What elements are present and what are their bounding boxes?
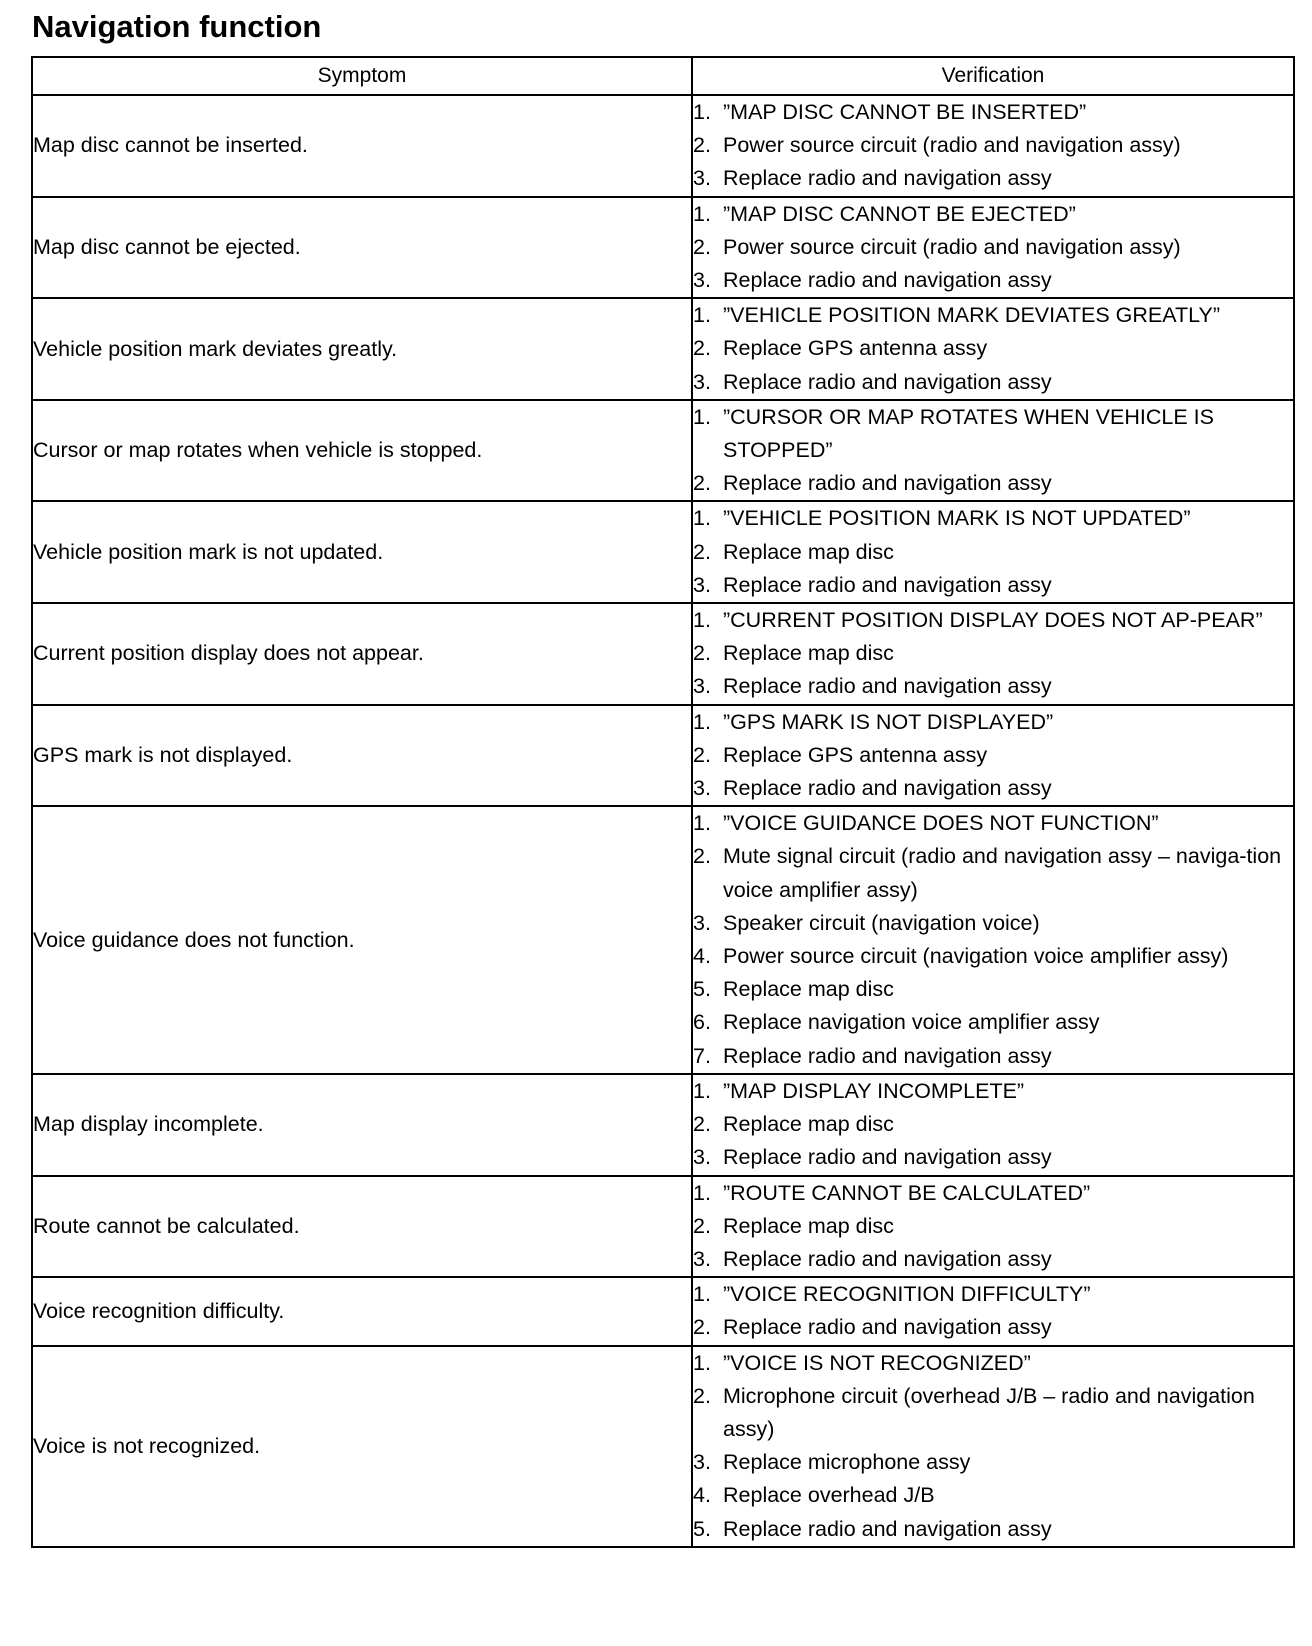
verification-step bbox=[693, 231, 1293, 264]
step-text: Replace microphone assy bbox=[723, 1450, 971, 1475]
step-number: 3. bbox=[693, 369, 711, 394]
table-row bbox=[32, 95, 1294, 197]
verification-cell bbox=[692, 1346, 1294, 1547]
step-number: 2. bbox=[693, 133, 711, 158]
verification-steps-list bbox=[693, 807, 1293, 1073]
verification-step bbox=[693, 706, 1293, 739]
verification-steps-list bbox=[693, 96, 1293, 196]
symptom-cell: Route cannot be calculated. bbox=[32, 1176, 692, 1278]
verification-step bbox=[693, 1479, 1293, 1512]
step-text: Replace radio and navigation assy bbox=[723, 674, 1052, 699]
step-text: ”GPS MARK IS NOT DISPLAYED” bbox=[723, 709, 1054, 734]
step-text: Power source circuit (radio and navigation assy) bbox=[723, 133, 1181, 158]
step-number: 2. bbox=[693, 1112, 711, 1137]
step-text: ”MAP DISPLAY INCOMPLETE” bbox=[723, 1078, 1025, 1103]
step-number: 3. bbox=[693, 268, 711, 293]
step-text: Replace navigation voice amplifier assy bbox=[723, 1010, 1100, 1035]
symptom-cell: Voice guidance does not function. bbox=[32, 806, 692, 1074]
step-number: 3. bbox=[693, 910, 711, 935]
step-number: 6. bbox=[693, 1010, 711, 1035]
verification-column-header: Verification bbox=[692, 57, 1294, 95]
symptom-cell: Current position display does not appear. bbox=[32, 603, 692, 705]
step-text: ”CURSOR OR MAP ROTATES WHEN VEHICLE IS STOPPED” bbox=[723, 404, 1214, 463]
verification-steps-list bbox=[693, 401, 1293, 501]
verification-step bbox=[693, 96, 1293, 129]
verification-cell bbox=[692, 1277, 1294, 1345]
step-number: 4. bbox=[693, 944, 711, 969]
verification-step bbox=[693, 366, 1293, 399]
table-row bbox=[32, 806, 1294, 1074]
step-text: Mute signal circuit (radio and navigation assy – naviga-tion voice amplifier assy) bbox=[723, 844, 1282, 902]
navigation-function-table bbox=[31, 56, 1295, 1548]
step-number: 1. bbox=[693, 100, 711, 124]
verification-cell bbox=[692, 95, 1294, 197]
step-text: Replace map disc bbox=[723, 1213, 894, 1238]
symptom-cell: Map disc cannot be inserted. bbox=[32, 95, 692, 197]
verification-cell bbox=[692, 1176, 1294, 1278]
verification-step bbox=[693, 973, 1293, 1006]
step-text: Replace radio and navigation assy bbox=[723, 1246, 1052, 1271]
verification-cell bbox=[692, 400, 1294, 502]
step-number: 1. bbox=[693, 404, 711, 429]
verification-steps-list bbox=[693, 198, 1293, 298]
step-number: 2. bbox=[693, 1315, 711, 1340]
table-row bbox=[32, 1176, 1294, 1278]
table-row bbox=[32, 501, 1294, 603]
table-row bbox=[32, 603, 1294, 705]
symptom-cell: Voice is not recognized. bbox=[32, 1346, 692, 1547]
step-number: 2. bbox=[693, 234, 711, 259]
table-row bbox=[32, 400, 1294, 502]
step-text: Replace radio and navigation assy bbox=[723, 471, 1052, 496]
verification-step bbox=[693, 1278, 1293, 1311]
step-number: 1. bbox=[693, 1180, 711, 1205]
step-text: Replace GPS antenna assy bbox=[723, 336, 988, 361]
verification-steps-list bbox=[693, 502, 1293, 602]
step-number: 1. bbox=[693, 608, 711, 633]
verification-step bbox=[693, 1380, 1293, 1446]
verification-step bbox=[693, 401, 1293, 467]
step-number: 3. bbox=[693, 776, 711, 801]
table-body bbox=[32, 95, 1294, 1547]
step-text: Power source circuit (radio and navigation assy) bbox=[723, 234, 1181, 259]
step-text: Replace radio and navigation assy bbox=[723, 1145, 1052, 1170]
step-number: 2. bbox=[693, 471, 711, 496]
verification-step bbox=[693, 198, 1293, 231]
step-number: 1. bbox=[693, 1282, 711, 1307]
verification-step bbox=[693, 1108, 1293, 1141]
step-number: 2. bbox=[693, 844, 711, 869]
verification-step bbox=[693, 1040, 1293, 1073]
step-number: 1. bbox=[693, 811, 711, 836]
step-text: ”MAP DISC CANNOT BE INSERTED” bbox=[723, 100, 1087, 124]
verification-cell bbox=[692, 806, 1294, 1074]
table-row bbox=[32, 298, 1294, 400]
symptom-cell: Cursor or map rotates when vehicle is stopped. bbox=[32, 400, 692, 502]
symptom-cell: Voice recognition difficulty. bbox=[32, 1277, 692, 1345]
symptom-cell: Vehicle position mark deviates greatly. bbox=[32, 298, 692, 400]
verification-step bbox=[693, 1075, 1293, 1108]
step-number: 1. bbox=[693, 1078, 711, 1103]
verification-step bbox=[693, 772, 1293, 805]
step-text: Replace map disc bbox=[723, 539, 894, 564]
verification-steps-list bbox=[693, 1177, 1293, 1277]
step-text: Replace overhead J/B bbox=[723, 1483, 935, 1508]
symptom-column-header: Symptom bbox=[32, 57, 692, 95]
symptom-cell: Map disc cannot be ejected. bbox=[32, 197, 692, 299]
verification-step bbox=[693, 1210, 1293, 1243]
verification-steps-list bbox=[693, 1075, 1293, 1175]
step-number: 3. bbox=[693, 1246, 711, 1271]
verification-steps-list bbox=[693, 1278, 1293, 1344]
step-number: 3. bbox=[693, 674, 711, 699]
verification-steps-list bbox=[693, 604, 1293, 704]
step-text: Replace radio and navigation assy bbox=[723, 1315, 1052, 1340]
step-text: Replace radio and navigation assy bbox=[723, 1043, 1052, 1068]
verification-step bbox=[693, 1513, 1293, 1546]
verification-step bbox=[693, 467, 1293, 500]
step-text: Replace radio and navigation assy bbox=[723, 268, 1052, 293]
verification-step bbox=[693, 907, 1293, 940]
step-number: 3. bbox=[693, 166, 711, 191]
symptom-cell: GPS mark is not displayed. bbox=[32, 705, 692, 807]
verification-step bbox=[693, 1347, 1293, 1380]
step-number: 1. bbox=[693, 506, 711, 531]
verification-step bbox=[693, 840, 1293, 906]
step-number: 1. bbox=[693, 709, 711, 734]
verification-cell bbox=[692, 1074, 1294, 1176]
step-number: 5. bbox=[693, 977, 711, 1002]
verification-cell bbox=[692, 705, 1294, 807]
verification-step bbox=[693, 670, 1293, 703]
step-text: Replace radio and navigation assy bbox=[723, 1516, 1052, 1541]
verification-step bbox=[693, 1311, 1293, 1344]
step-number: 4. bbox=[693, 1483, 711, 1508]
verification-cell bbox=[692, 197, 1294, 299]
step-text: ”VEHICLE POSITION MARK DEVIATES GREATLY” bbox=[723, 303, 1220, 328]
step-number: 2. bbox=[693, 1383, 711, 1408]
step-number: 7. bbox=[693, 1043, 711, 1068]
symptom-cell: Map display incomplete. bbox=[32, 1074, 692, 1176]
step-text: Speaker circuit (navigation voice) bbox=[723, 910, 1040, 935]
verification-step bbox=[693, 332, 1293, 365]
table-header-row bbox=[32, 57, 1294, 95]
step-text: Replace radio and navigation assy bbox=[723, 369, 1052, 394]
verification-step bbox=[693, 1141, 1293, 1174]
symptom-cell: Vehicle position mark is not updated. bbox=[32, 501, 692, 603]
step-text: Power source circuit (navigation voice amplifier assy) bbox=[723, 944, 1229, 969]
verification-step bbox=[693, 1006, 1293, 1039]
verification-step bbox=[693, 940, 1293, 973]
step-text: ”MAP DISC CANNOT BE EJECTED” bbox=[723, 201, 1076, 226]
verification-step bbox=[693, 162, 1293, 195]
step-number: 2. bbox=[693, 742, 711, 767]
step-text: Replace radio and navigation assy bbox=[723, 166, 1052, 191]
step-text: Replace map disc bbox=[723, 1112, 894, 1137]
verification-steps-list bbox=[693, 1347, 1293, 1546]
verification-step bbox=[693, 1446, 1293, 1479]
table-row bbox=[32, 1346, 1294, 1547]
verification-steps-list bbox=[693, 706, 1293, 806]
verification-cell bbox=[692, 501, 1294, 603]
table-row bbox=[32, 1277, 1294, 1345]
step-text: ”VOICE RECOGNITION DIFFICULTY” bbox=[723, 1282, 1091, 1307]
verification-step bbox=[693, 637, 1293, 670]
step-text: ”ROUTE CANNOT BE CALCULATED” bbox=[723, 1180, 1091, 1205]
verification-cell bbox=[692, 603, 1294, 705]
step-number: 3. bbox=[693, 1145, 711, 1170]
step-text: Replace map disc bbox=[723, 641, 894, 666]
verification-step bbox=[693, 807, 1293, 840]
step-number: 1. bbox=[693, 1350, 711, 1375]
step-text: Replace map disc bbox=[723, 977, 894, 1002]
verification-step bbox=[693, 604, 1293, 637]
verification-step bbox=[693, 569, 1293, 602]
step-number: 5. bbox=[693, 1516, 711, 1541]
step-number: 1. bbox=[693, 303, 711, 328]
step-number: 1. bbox=[693, 201, 711, 226]
verification-step bbox=[693, 264, 1293, 297]
step-number: 2. bbox=[693, 539, 711, 564]
step-text: Replace GPS antenna assy bbox=[723, 742, 988, 767]
step-text: ”CURRENT POSITION DISPLAY DOES NOT AP-PEAR” bbox=[723, 608, 1263, 633]
verification-steps-list bbox=[693, 299, 1293, 399]
step-text: ”VEHICLE POSITION MARK IS NOT UPDATED” bbox=[723, 506, 1191, 531]
verification-step bbox=[693, 1243, 1293, 1276]
step-text: Microphone circuit (overhead J/B – radio and navigation assy) bbox=[723, 1383, 1255, 1441]
step-text: Replace radio and navigation assy bbox=[723, 776, 1052, 801]
verification-step bbox=[693, 299, 1293, 332]
table-row bbox=[32, 197, 1294, 299]
step-text: ”VOICE GUIDANCE DOES NOT FUNCTION” bbox=[723, 811, 1159, 836]
step-text: Replace radio and navigation assy bbox=[723, 572, 1052, 597]
step-number: 3. bbox=[693, 1450, 711, 1475]
verification-cell bbox=[692, 298, 1294, 400]
verification-step bbox=[693, 536, 1293, 569]
step-number: 3. bbox=[693, 572, 711, 597]
step-text: ”VOICE IS NOT RECOGNIZED” bbox=[723, 1350, 1031, 1375]
verification-step bbox=[693, 1177, 1293, 1210]
step-number: 2. bbox=[693, 336, 711, 361]
verification-step bbox=[693, 129, 1293, 162]
verification-step bbox=[693, 502, 1293, 535]
page-title: Navigation function bbox=[32, 9, 322, 44]
verification-step bbox=[693, 739, 1293, 772]
step-number: 2. bbox=[693, 1213, 711, 1238]
step-number: 2. bbox=[693, 641, 711, 666]
table-row bbox=[32, 705, 1294, 807]
table-row bbox=[32, 1074, 1294, 1176]
